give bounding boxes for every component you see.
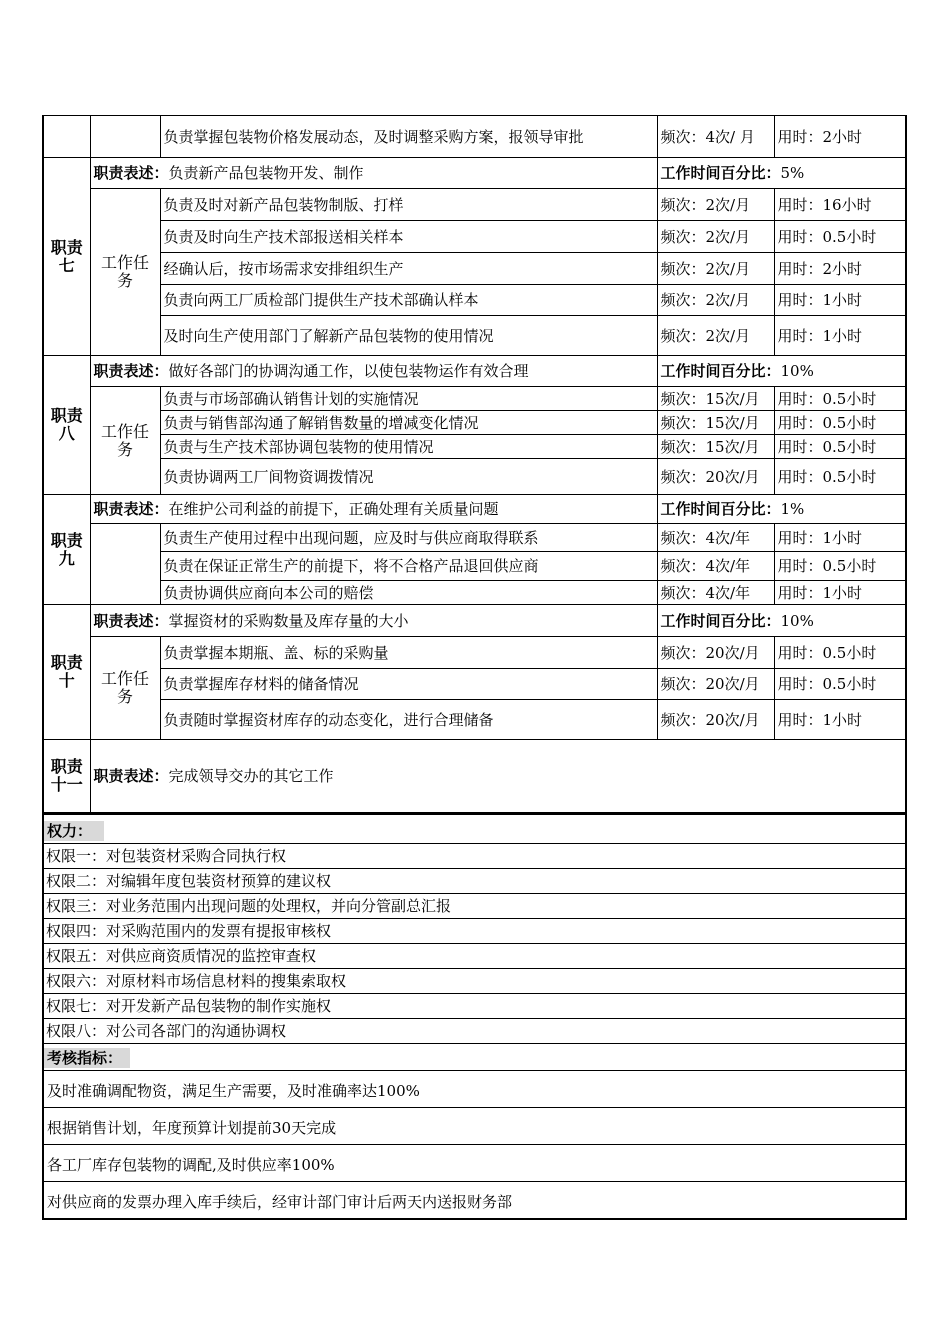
frequency: 频次：15次/月 [657, 387, 774, 411]
time-spent: 用时：1小时 [774, 700, 906, 740]
time-spent: 用时：1小时 [774, 581, 906, 605]
frequency: 频次：2次/月 [657, 221, 774, 253]
duty-description: 负责新产品包装物开发、制作 [168, 164, 364, 182]
task-text: 负责掌握包装物价格发展动态，及时调整采购方案，报领导审批 [160, 116, 657, 158]
duty-label: 职责十 [43, 605, 90, 740]
kpi-header [44, 1044, 905, 1071]
list-item: 及时准确调配物资，满足生产需要，及时准确率达100% [44, 1071, 905, 1108]
table-row [43, 581, 906, 605]
time-spent: 用时：0.5小时 [774, 221, 906, 253]
list-item: 根据销售计划，年度预算计划提前30天完成 [44, 1108, 905, 1145]
desc-label: 职责表述： [93, 611, 169, 630]
duty-description: 完成领导交办的其它工作 [168, 767, 334, 785]
task-text: 经确认后，按市场需求安排组织生产 [160, 253, 657, 285]
task-text: 负责掌握库存材料的储备情况 [160, 669, 657, 700]
time-percentage: 10% [780, 362, 814, 380]
duty-description-row [43, 158, 906, 189]
frequency: 频次：2次/月 [657, 285, 774, 316]
pct-label: 工作时间百分比： [660, 164, 781, 182]
duty-label: 职责十一 [43, 740, 90, 813]
task-label: 工作任务 [90, 387, 160, 495]
task-text: 负责与生产技术部协调包装物的使用情况 [160, 435, 657, 459]
task-text: 负责在保证正常生产的前提下，将不合格产品退回供应商 [160, 552, 657, 581]
time-spent: 用时：0.5小时 [774, 435, 906, 459]
duty-description-row [43, 740, 906, 813]
frequency: 频次：15次/月 [657, 435, 774, 459]
duty-description-row [43, 356, 906, 387]
powers-header [44, 813, 905, 844]
table-row [43, 435, 906, 459]
task-text: 负责与市场部确认销售计划的实施情况 [160, 387, 657, 411]
list-item: 权限一：对包装资材采购合同执行权 [44, 844, 905, 869]
frequency: 频次：2次/月 [657, 189, 774, 221]
pct-label: 工作时间百分比： [660, 500, 781, 518]
list-item: 权限二：对编辑年度包装资材预算的建议权 [44, 869, 905, 894]
time-spent: 用时：0.5小时 [774, 387, 906, 411]
table-row [43, 700, 906, 740]
time-spent: 用时：1小时 [774, 524, 906, 552]
frequency: 频次：2次/月 [657, 316, 774, 356]
time-spent: 用时：0.5小时 [774, 552, 906, 581]
task-label: 工作任务 [90, 189, 160, 356]
list-item: 权限七：对开发新产品包装物的制作实施权 [44, 994, 905, 1019]
task-text: 负责协调两工厂间物资调拨情况 [160, 459, 657, 495]
frequency: 频次：4次/年 [657, 552, 774, 581]
time-spent: 用时：1小时 [774, 285, 906, 316]
task-text: 负责与销售部沟通了解销售数量的增减变化情况 [160, 411, 657, 435]
duty-label: 职责八 [43, 356, 90, 495]
time-spent: 用时：0.5小时 [774, 669, 906, 700]
task-text: 负责及时向生产技术部报送相关样本 [160, 221, 657, 253]
table-row [43, 189, 906, 221]
list-item: 权限四：对采购范围内的发票有提报审核权 [44, 919, 905, 944]
task-text: 负责及时对新产品包装物制版、打样 [160, 189, 657, 221]
desc-label: 职责表述： [93, 164, 169, 182]
task-text: 负责掌握本期瓶、盖、标的采购量 [160, 637, 657, 669]
frequency: 频次：4次/年 [657, 581, 774, 605]
list-item: 权限六：对原材料市场信息材料的搜集索取权 [44, 969, 905, 994]
time-percentage: 10% [780, 611, 814, 630]
kpi-section [42, 1044, 907, 1220]
duty-description: 做好各部门的协调沟通工作，以使包装物运作有效合理 [168, 362, 529, 380]
time-percentage: 1% [780, 500, 805, 518]
time-spent: 用时：16小时 [774, 189, 906, 221]
frequency: 频次：15次/月 [657, 411, 774, 435]
time-spent: 用时：0.5小时 [774, 411, 906, 435]
duty-description: 掌握资材的采购数量及库存量的大小 [168, 611, 409, 630]
list-item: 各工厂库存包装物的调配,及时供应率100% [44, 1145, 905, 1182]
powers-section [42, 813, 907, 1044]
table-row [43, 285, 906, 316]
table-row [43, 524, 906, 552]
list-item: 权限三：对业务范围内出现问题的处理权，并向分管副总汇报 [44, 894, 905, 919]
table-row [43, 411, 906, 435]
table-row [43, 552, 906, 581]
frequency: 频次：20次/月 [657, 700, 774, 740]
time-spent: 用时：0.5小时 [774, 459, 906, 495]
frequency: 频次：20次/月 [657, 637, 774, 669]
duties-table [42, 115, 907, 813]
time-spent: 用时：0.5小时 [774, 637, 906, 669]
pct-label: 工作时间百分比： [660, 611, 781, 630]
task-text: 负责向两工厂质检部门提供生产技术部确认样本 [160, 285, 657, 316]
frequency: 频次：4次/ 月 [657, 116, 774, 158]
task-text: 负责生产使用过程中出现问题，应及时与供应商取得联系 [160, 524, 657, 552]
time-spent: 用时：2小时 [774, 116, 906, 158]
table-row [43, 669, 906, 700]
time-spent: 用时：1小时 [774, 316, 906, 356]
frequency: 频次：2次/月 [657, 253, 774, 285]
job-description-document [42, 115, 907, 1220]
table-row [43, 116, 906, 158]
list-item: 权限五：对供应商资质情况的监控审查权 [44, 944, 905, 969]
kpi-title: 考核指标： [44, 1048, 130, 1068]
duty-description: 在维护公司利益的前提下，正确处理有关质量问题 [168, 500, 499, 518]
duty-description-row [43, 605, 906, 637]
time-spent: 用时：2小时 [774, 253, 906, 285]
table-row [43, 316, 906, 356]
list-item: 对供应商的发票办理入库手续后，经审计部门审计后两天内送报财务部 [44, 1182, 905, 1220]
table-row [43, 221, 906, 253]
table-row [43, 459, 906, 495]
frequency: 频次：20次/月 [657, 459, 774, 495]
frequency: 频次：20次/月 [657, 669, 774, 700]
duty-label: 职责七 [43, 158, 90, 356]
task-text: 负责协调供应商向本公司的赔偿 [160, 581, 657, 605]
time-percentage: 5% [780, 164, 805, 182]
task-text: 及时向生产使用部门了解新产品包装物的使用情况 [160, 316, 657, 356]
task-text: 负责随时掌握资材库存的动态变化，进行合理储备 [160, 700, 657, 740]
duty-description-row [43, 495, 906, 524]
powers-title: 权力： [44, 821, 104, 841]
task-label: 工作任务 [90, 637, 160, 740]
list-item: 权限八：对公司各部门的沟通协调权 [44, 1019, 905, 1044]
pct-label: 工作时间百分比： [660, 362, 781, 380]
table-row [43, 253, 906, 285]
frequency: 频次：4次/年 [657, 524, 774, 552]
duty-label: 职责九 [43, 495, 90, 605]
table-row [43, 387, 906, 411]
desc-label: 职责表述： [93, 767, 169, 785]
table-row [43, 637, 906, 669]
desc-label: 职责表述： [93, 500, 169, 518]
desc-label: 职责表述： [93, 362, 169, 380]
